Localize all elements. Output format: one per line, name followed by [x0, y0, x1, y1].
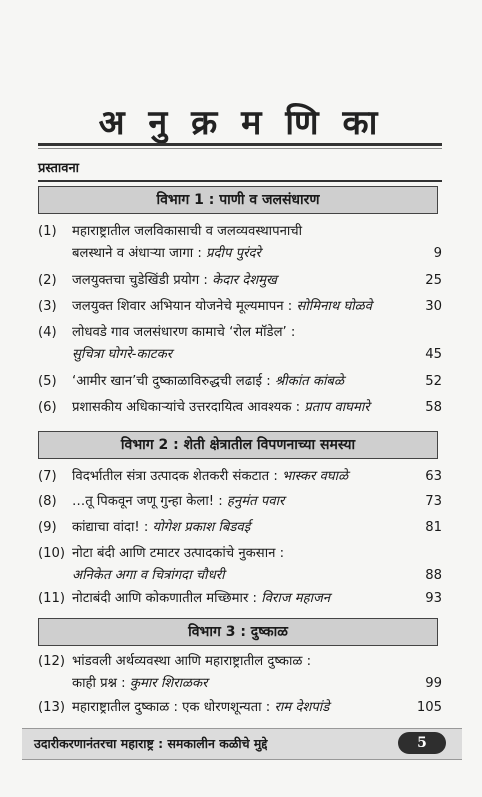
entry-title-cont: बलस्थाने व अंधाऱ्या जागा : [72, 246, 202, 261]
entry-number: (3) [38, 299, 57, 314]
entry-title: नोटाबंदी आणि कोकणातील मच्छिमार : [72, 591, 257, 606]
entry-page: 93 [425, 591, 442, 606]
section-header-2: विभाग 2 : शेती क्षेत्रातील विपणनाच्या समस्या [38, 431, 438, 459]
entry-author: श्रीकांत कांबळे [274, 374, 344, 389]
entry-title: महाराष्ट्रातील दुष्काळ : एक धोरणशून्यता : [72, 700, 271, 715]
entry-author: सुचित्रा घोगरे-काटकर [72, 347, 173, 362]
entry-title: लोधवडे गाव जलसंधारण कामाचे ‘रोल मॉडेल’ : [72, 325, 296, 340]
entry-page: 45 [425, 347, 442, 362]
entry-page: 52 [425, 374, 442, 389]
section-header-1: विभाग 1 : पाणी व जलसंधारण [38, 186, 438, 214]
book-title-footer: उदारीकरणानंतरचा महाराष्ट्र : समकालीन कळीचे मुद्दे [34, 736, 268, 751]
toc-entry-3[interactable] [38, 296, 442, 317]
toc-entry-9[interactable] [38, 517, 442, 538]
entry-author: हनुमंत पवार [226, 494, 285, 509]
entry-page: 99 [425, 676, 442, 691]
entry-page: 63 [425, 469, 442, 484]
entry-number: (10) [38, 546, 66, 561]
toc-entry-5[interactable] [38, 371, 442, 392]
entry-number: (2) [38, 273, 57, 288]
entry-title: ‘आमीर खान’ची दुष्काळाविरुद्धची लढाई : [72, 374, 271, 389]
entry-page: 25 [425, 273, 442, 288]
title-rule-thick [38, 143, 442, 146]
entry-page: 88 [425, 568, 442, 583]
entry-page: 81 [425, 520, 442, 535]
section-header-3: विभाग 3 : दुष्काळ [38, 618, 438, 646]
entry-title: प्रशासकीय अधिकाऱ्यांचे उत्तरदायित्व आवश्यक : [72, 400, 301, 415]
entry-number: (5) [38, 374, 57, 389]
entry-title: नोटा बंदी आणि टमाटर उत्पादकांचे नुकसान : [72, 546, 285, 561]
toc-entry-10[interactable] [38, 543, 442, 585]
page-number-badge: 5 [398, 732, 446, 754]
preface-link[interactable]: प्रस्तावना [38, 161, 80, 176]
entry-number: (12) [38, 654, 66, 669]
toc-entry-2[interactable] [38, 270, 442, 291]
title-rule-thin [38, 148, 442, 149]
entry-number: (6) [38, 400, 57, 415]
entry-page: 73 [425, 494, 442, 509]
entry-page: 58 [425, 400, 442, 415]
entry-title: कांद्याचा वांदा! : [72, 520, 149, 535]
entry-author: राम देशपांडे [274, 700, 330, 715]
toc-entry-6[interactable] [38, 397, 442, 418]
entry-number: (7) [38, 469, 57, 484]
toc-entry-13[interactable] [38, 697, 442, 718]
toc-entry-1[interactable] [38, 221, 442, 263]
toc-entry-12[interactable] [38, 651, 442, 693]
entry-title: …तू पिकवून जणू गुन्हा केला! : [72, 494, 223, 509]
entry-author: अनिकेत अगा व चित्रांगदा चौधरी [72, 568, 225, 583]
entry-page: 9 [433, 246, 442, 261]
entry-title: जलयुक्तचा चुडेखिंडी प्रयोग : [72, 273, 208, 288]
entry-title-cont: काही प्रश्न : [72, 676, 126, 691]
page-footer [22, 728, 462, 760]
entry-title: भांडवली अर्थव्यवस्था आणि महाराष्ट्रातील दुष्काळ : [72, 654, 312, 669]
entry-author: प्रदीप पुरंदरे [206, 246, 261, 261]
entry-number: (8) [38, 494, 57, 509]
entry-author: विराज महाजन [261, 591, 331, 606]
entry-number: (9) [38, 520, 57, 535]
entry-author: प्रताप वाघमारे [304, 400, 370, 415]
entry-author: योगेश प्रकाश बिडवई [152, 520, 251, 535]
entry-number: (4) [38, 325, 57, 340]
entry-title: महाराष्ट्रातील जलविकासाची व जलव्यवस्थापनाची [72, 224, 303, 239]
entry-title: जलयुक्त शिवार अभियान योजनेचे मूल्यमापन : [72, 299, 293, 314]
entry-author: भास्कर वघाळे [282, 469, 349, 484]
entry-number: (13) [38, 700, 66, 715]
entry-author: कुमार शिराळकर [129, 676, 208, 691]
entry-title: विदर्भातील संत्रा उत्पादक शेतकरी संकटात : [72, 469, 278, 484]
toc-entry-4[interactable] [38, 322, 442, 364]
entry-author: केदार देशमुख [212, 273, 277, 288]
entry-number: (11) [38, 591, 66, 606]
entry-number: (1) [38, 224, 57, 239]
entry-page: 105 [416, 700, 442, 715]
preface-rule [38, 180, 442, 182]
toc-entry-7[interactable] [38, 466, 442, 487]
entry-page: 30 [425, 299, 442, 314]
entry-author: सोमिनाथ घोळवे [296, 299, 373, 314]
page-title: अ नु क्र म णि का [98, 103, 384, 143]
toc-entry-11[interactable] [38, 588, 442, 609]
toc-entry-8[interactable] [38, 491, 442, 512]
